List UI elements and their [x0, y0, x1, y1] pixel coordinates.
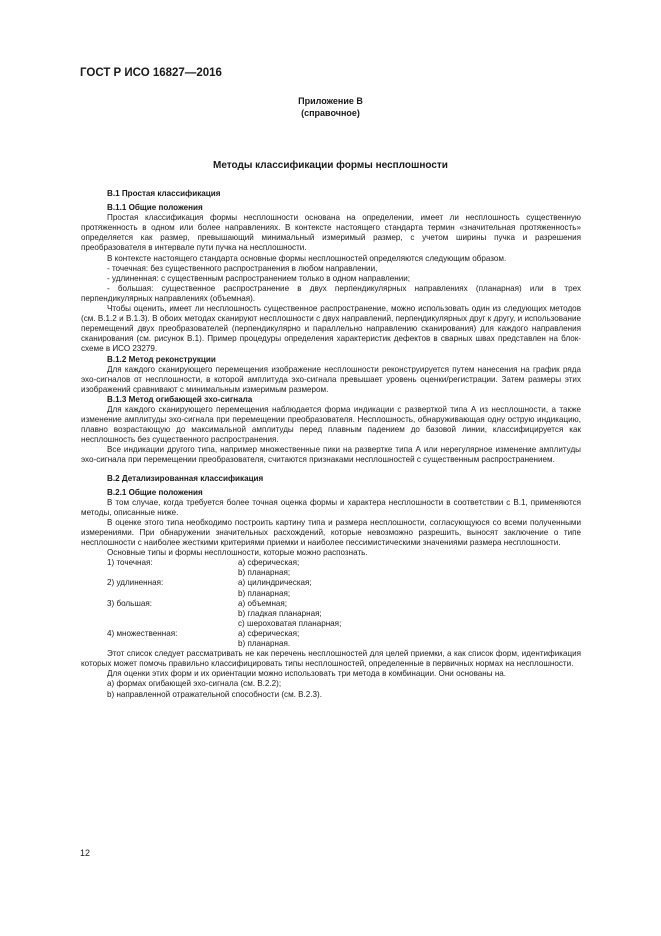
- table-row: [81, 578, 581, 588]
- table-row: [81, 609, 581, 619]
- table-row: [81, 568, 581, 578]
- subsection-b11-heading: В.1.1 Общие положения: [107, 203, 203, 213]
- list-item: а) формах огибающей эхо-сигнала (см. В.2.2);: [107, 679, 282, 689]
- paragraph: В контексте настоящего стандарта основные формы несплошностей определяются следующим образом.: [107, 253, 507, 263]
- paragraph: Чтобы оценить, имеет ли несплошность существенное распространение, можно использовать один из следующих методов (см. В.1.2 и В.1.3). В обоих методах сканируют несплошности с двух направлений, перпендикулярных друг к другу, и использование перемещений двух преобразователей (перпендикулярно и параллельно направлению сканирования) для каждого направления сканирования (см. рисунок В.1). Пример процедуры определения характеристик дефектов в сварных швах представлен на блок-схеме в ИСО 23279.: [81, 304, 581, 354]
- subsection-b12-heading: В.1.2 Метод реконструкции: [107, 354, 216, 364]
- paragraph: Для каждого сканирующего перемещения изображение несплошности реконструируется путем нанесения на график ряда эхо-сигналов от несплошности, в которой амплитуда эхо-сигнала превышает уровень оценки/регистрации. Затем размеры этих изображений сравнивают с минимальным измеримым размером.: [81, 364, 581, 394]
- table-row: [81, 639, 581, 649]
- main-title: Методы классификации формы несплошности: [213, 160, 448, 171]
- paragraph: Для оценки этих форм и их ориентации можно использовать три метода в комбинации. Они основаны на.: [107, 669, 507, 679]
- table-row: [81, 619, 581, 629]
- form-cell: с) шероховатая планарная;: [238, 618, 342, 628]
- document-body: [81, 184, 581, 700]
- list-item: - большая: существенное распространение в двух перпендикулярных направлениях (планарная) или в трех перпендикулярных направлениях (объемная).: [81, 283, 581, 303]
- table-row: [81, 629, 581, 639]
- list-item: - удлиненная: с существенным распространением только в одном направлении;: [107, 273, 411, 283]
- annex-title: Приложение В: [298, 96, 363, 106]
- annex-type: (справочное): [301, 108, 360, 118]
- form-cell: а) цилиндрическая;: [238, 578, 312, 588]
- subsection-b13-heading: В.1.3 Метод огибающей эхо-сигнала: [107, 394, 253, 404]
- table-row: [81, 589, 581, 599]
- form-cell: а) сферическая;: [238, 558, 300, 568]
- table-row: [81, 558, 581, 568]
- table-row: [81, 599, 581, 609]
- form-cell: b) гладкая планарная;: [238, 608, 322, 618]
- section-b1-heading: В.1 Простая классификация: [107, 189, 221, 198]
- form-cell: а) объемная;: [238, 598, 288, 608]
- type-cell: 1) точечная:: [107, 558, 153, 568]
- form-cell: b) планарная;: [238, 588, 291, 598]
- paragraph: В том случае, когда требуется более точная оценка формы и характера несплошности в соответствии с В.1, применяются методы, описанные ниже.: [81, 497, 581, 517]
- type-cell: 2) удлиненная:: [107, 578, 164, 588]
- list-item: b) направленной отражательной способности (см. В.2.3).: [107, 689, 322, 699]
- paragraph: Для каждого сканирующего перемещения наблюдается форма индикации с разверткой типа А из несплошности, а также изменение амплитуды эхо-сигнала при перемещении преобразователя. Несплошность, обнаруживающая одну острую индикацию, плавно возрастающую до максимальной амплитуды перед плавным падением до базовой линии, классифицируется как несплошность без существенного распространения.: [81, 404, 581, 445]
- section-b2-heading: В.2 Детализированная классификация: [107, 473, 264, 483]
- paragraph: Этот список следует рассматривать не как перечень несплошностей для целей приемки, а как список форм, идентификация которых может помочь правильно классифицировать типы несплошностей, определенные в первичных нормах на несплошности.: [81, 649, 581, 669]
- list-item: - точечная: без существенного распространения в любом направлении,: [107, 263, 378, 273]
- discontinuity-types-table: [81, 558, 581, 649]
- paragraph: Все индикации другого типа, например множественные пики на развертке типа А или нерегулярное изменение амплитуды эхо-сигнала при перемещении преобразователя, считаются признаками несплошностей с существенным распространением.: [81, 445, 581, 465]
- paragraph: В оценке этого типа необходимо построить картину типа и размера несплошности, согласующуюся со всеми полученными измерениями. При обнаружении значительных расхождений, которые невозможно разрешить, выносят заключение о типе несплошности с наиболее жесткими критериями приемки и наиболее пессимистическими значениями размера несплошности.: [81, 517, 581, 548]
- form-cell: b) планарная.: [238, 639, 291, 649]
- type-cell: 4) множественная:: [107, 628, 178, 638]
- page-number: 12: [80, 848, 91, 858]
- type-cell: 3) большая:: [107, 598, 152, 608]
- paragraph: Основные типы и формы несплошности, которые можно распознать.: [107, 548, 368, 558]
- paragraph: Простая классификация формы несплошности основана на определении, имеет ли несплошность существенную протяженность в одном или более направлениях. В контексте настоящего стандарта термин «значительная протяженность» определяется как размер, превышающий минимальный измеримый размер, с учетом ширины пучка и разрешения преобразователя в интервале пути пучка на несплошности.: [81, 213, 581, 253]
- form-cell: b) планарная;: [238, 568, 291, 578]
- form-cell: а) сферическая;: [238, 628, 300, 638]
- subsection-b21-heading: В.2.1 Общие положения: [107, 487, 203, 497]
- document-code: ГОСТ Р ИСО 16827—2016: [80, 67, 222, 79]
